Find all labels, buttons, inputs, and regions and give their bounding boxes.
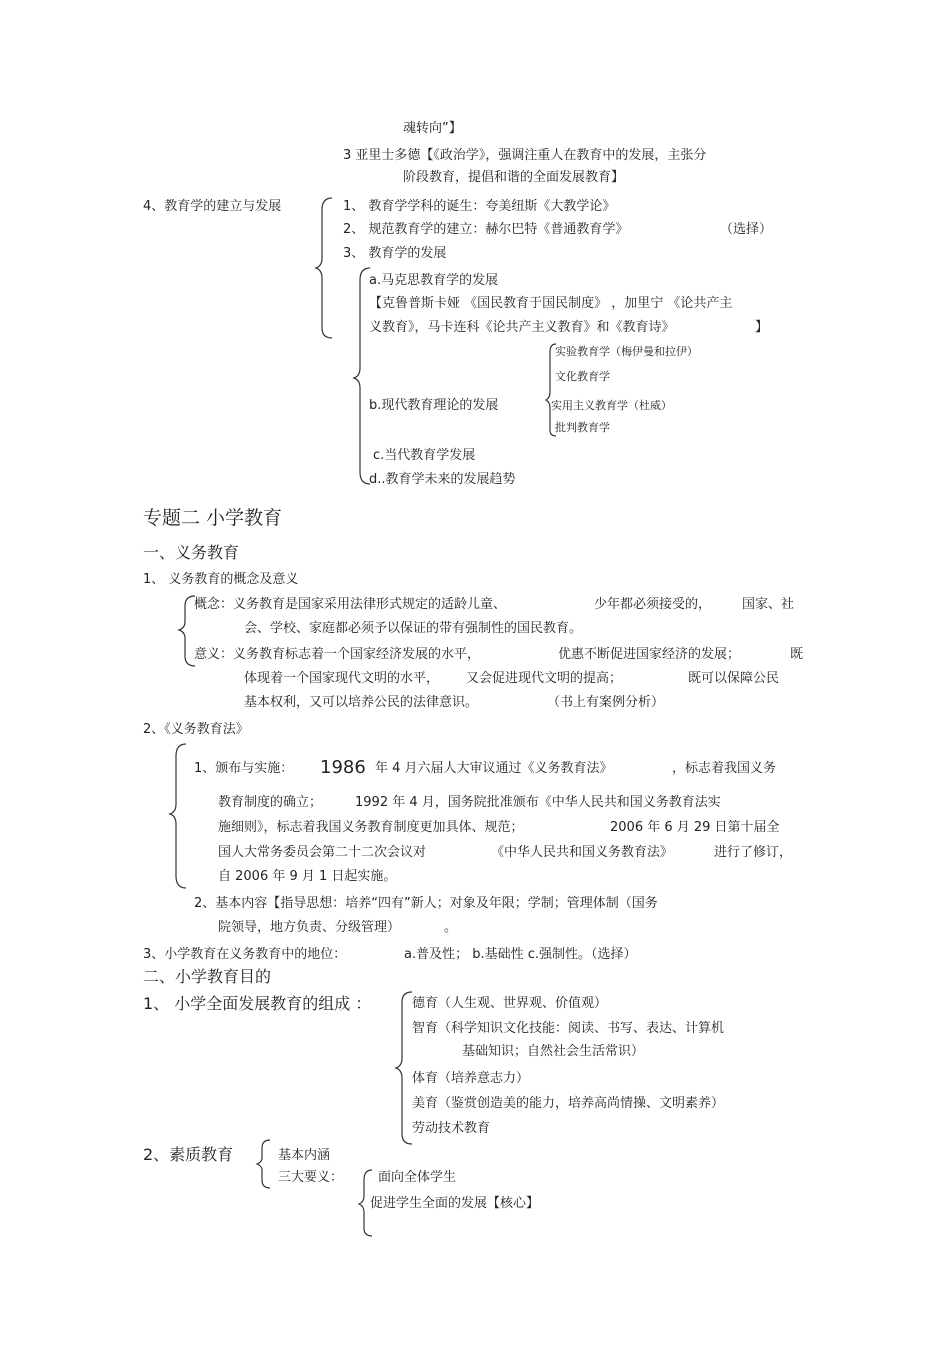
list-item: 2、 规范教育学的建立：赫尔巴特《普通教育学》 — [343, 222, 629, 237]
sub-item: 实验教育学（梅伊曼和拉伊） — [555, 345, 698, 358]
text-line: 进行了修订， — [714, 845, 793, 860]
text-line: 义教育》，马卡连科《论共产主义教育》和《教育诗》 — [369, 320, 675, 335]
text-line: 年 4 月六届人大审议通过《义务教育法》 — [375, 761, 613, 776]
sub-item: 批判教育学 — [555, 421, 610, 434]
text-line: 会、学校、家庭都必须予以保证的带有强制性的国民教育。 — [244, 621, 583, 636]
section-heading: 4、教育学的建立与发展 — [143, 199, 282, 214]
section-heading: 二、小学教育目的 — [143, 967, 272, 986]
brace-p2q1 — [396, 992, 412, 1144]
text-line: （书上有案例分析） — [547, 695, 665, 710]
list-item: 智育（科学知识文化技能：阅读、书写、表达、计算机 — [412, 1021, 725, 1036]
text-line: 3 亚里士多德【《政治学》，强调注重人在教育中的发展，主张分 — [343, 148, 707, 163]
text-line: 又会促进现代文明的提高； — [466, 671, 623, 686]
text-line: 阶段教育，提倡和谐的全面发展教育】 — [403, 170, 625, 185]
list-item: 1、 教育学学科的诞生：夸美纽斯《大教学论》 — [343, 199, 616, 214]
text-line: 《中华人民共和国义务教育法》 — [491, 845, 674, 860]
section-heading: 一、义务教育 — [143, 543, 240, 562]
brace-q1 — [179, 596, 195, 666]
list-item: 劳动技术教育 — [412, 1121, 491, 1136]
brace-sec4 — [316, 198, 332, 338]
list-item: 面向全体学生 — [378, 1170, 457, 1185]
text-line: 概念：义务教育是国家采用法律形式规定的适龄儿童、 — [194, 597, 507, 612]
brace-q2 — [257, 1140, 270, 1188]
list-item: 体育（培养意志力） — [412, 1071, 530, 1086]
question: 1、 小学全面发展教育的组成 ： — [143, 994, 372, 1013]
text-line: 基本权利，又可以培养公民的法律意识。 — [244, 695, 479, 710]
brace-law — [170, 744, 186, 888]
text-line: 国人大常务委员会第二十二次会议对 — [218, 845, 427, 860]
text-line: 】 — [755, 320, 769, 335]
text-line: 体现着一个国家现代文明的水平， — [244, 671, 440, 686]
text-line: 。 — [444, 920, 458, 935]
text-line: 【克鲁普斯卡娅 《国民教育于国民制度》 ，加里宁 《论共产主 — [369, 296, 733, 311]
list-item: b.现代教育理论的发展 — [369, 398, 499, 413]
question: 2、《义务教育法》 — [143, 722, 249, 737]
text-line: 魂转向”】 — [403, 121, 462, 136]
sub-item: 文化教育学 — [555, 370, 610, 383]
year: 1986 — [320, 757, 366, 778]
list-item: 3、 教育学的发展 — [343, 246, 447, 261]
list-item: d..教育学未来的发展趋势 — [369, 472, 516, 487]
text-line: 1、颁布与实施： — [194, 761, 294, 776]
list-item: 三大要义： — [278, 1170, 344, 1185]
note: （选择） — [720, 222, 773, 237]
text-line: 优惠不断促进国家经济的发展； — [558, 647, 741, 662]
text-line: 国家、社 — [742, 597, 795, 612]
text-line: a.普及性； b.基础性 c.强制性。（选择） — [404, 947, 637, 962]
text-line: 1992 年 4 月，国务院批准颁布《中华人民共和国义务教育法实 — [355, 795, 721, 810]
text-line: 施细则》，标志着我国义务教育制度更加具体、规范； — [218, 820, 524, 835]
question: 2、素质教育 — [143, 1145, 234, 1164]
list-item: c.当代教育学发展 — [373, 448, 476, 463]
brace-sec4-3 — [354, 268, 370, 484]
topic-title: 专题二 小学教育 — [143, 507, 283, 529]
list-item: 德育（人生观、世界观、价值观） — [412, 996, 608, 1011]
text-line: 少年都必须接受的， — [594, 597, 712, 612]
text-line: ，标志着我国义务 — [672, 761, 777, 776]
text-line: 既 — [790, 647, 804, 662]
text-line: 院领导，地方负责、分级管理） — [218, 920, 401, 935]
question: 3、小学教育在义务教育中的地位： — [143, 947, 347, 962]
text-line: 基础知识；自然社会生活常识） — [462, 1044, 645, 1059]
text-line: 意义：义务教育标志着一个国家经济发展的水平， — [194, 647, 481, 662]
sub-item: 实用主义教育学（杜威） — [551, 399, 672, 412]
question: 1、 义务教育的概念及意义 — [143, 572, 299, 587]
text-line: 既可以保障公民 — [688, 671, 780, 686]
list-item: a.马克思教育学的发展 — [369, 273, 499, 288]
text-line: 2006 年 6 月 29 日第十届全 — [610, 820, 780, 835]
text-line: 自 2006 年 9 月 1 日起实施。 — [218, 869, 397, 884]
list-item: 美育（鉴赏创造美的能力，培养高尚情操、文明素养） — [412, 1096, 725, 1111]
text-line: 2、基本内容【指导思想：培养“四有”新人；对象及年限；学制；管理体制（国务 — [194, 896, 658, 911]
text-line: 教育制度的确立； — [218, 795, 323, 810]
list-item: 基本内涵 — [278, 1148, 331, 1163]
list-item: 促进学生全面的发展【核心】 — [370, 1196, 540, 1211]
